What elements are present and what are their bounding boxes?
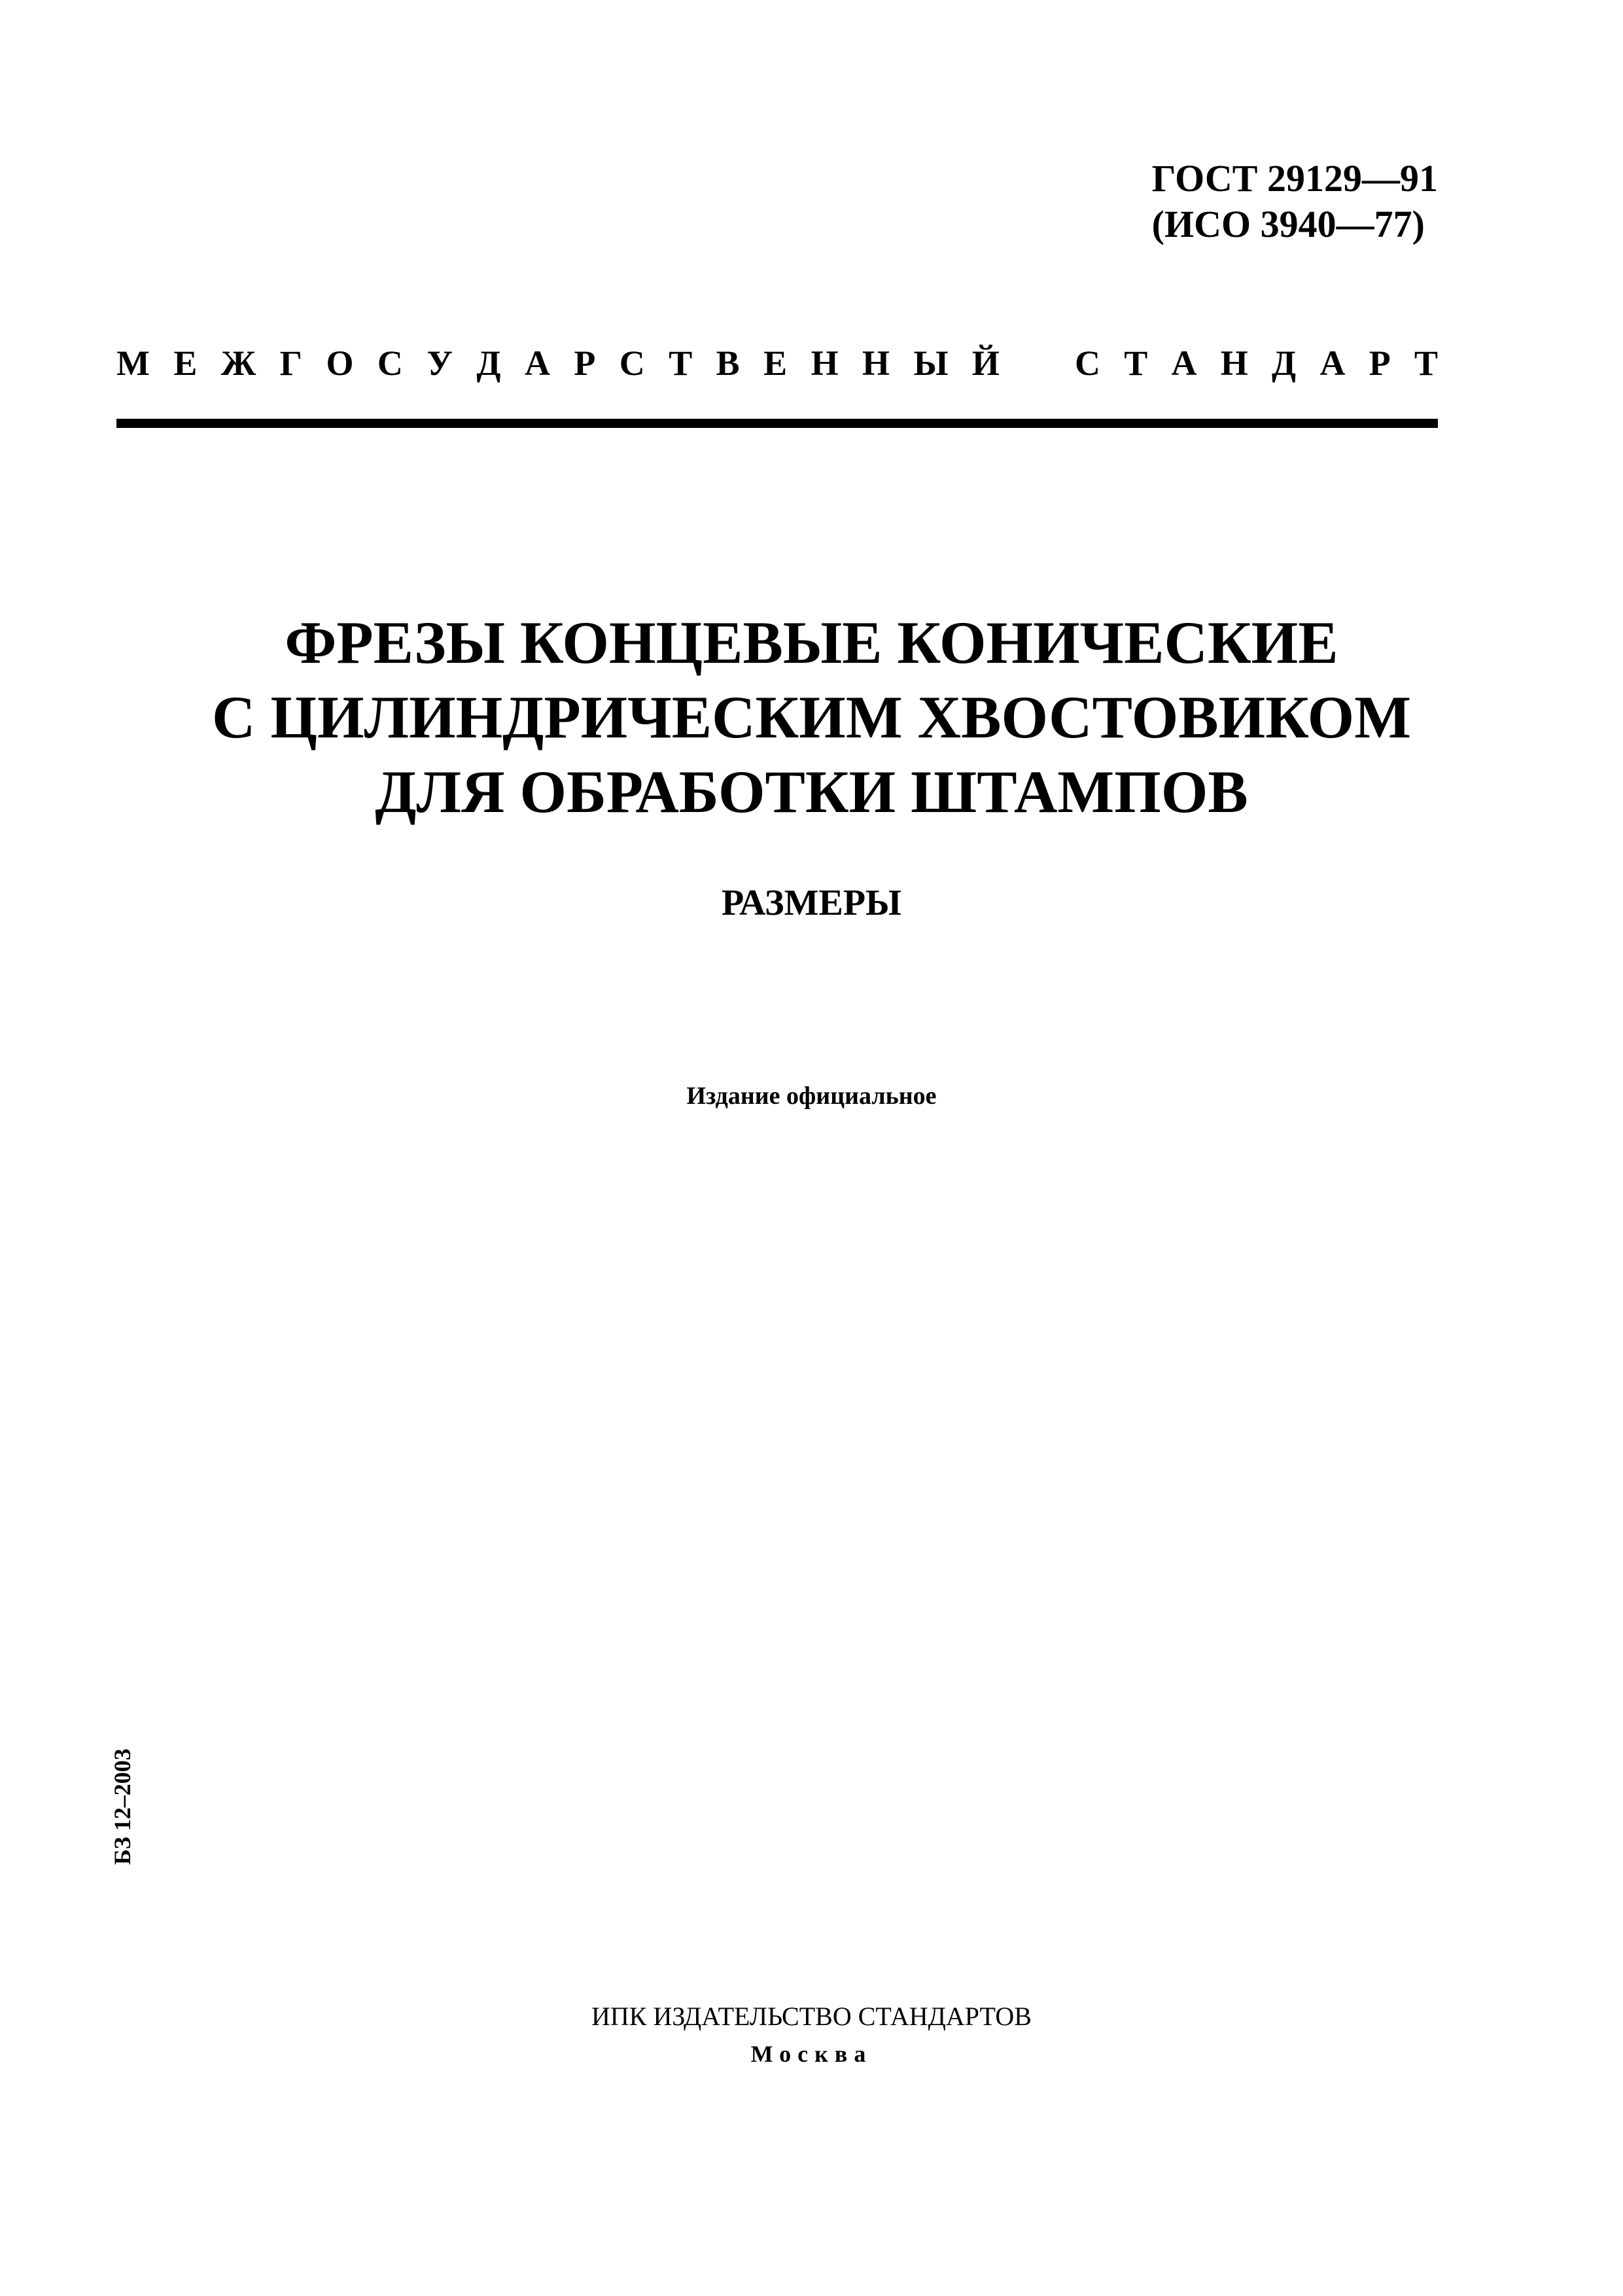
header-letter: М [116,344,150,383]
publisher-name: ИПК ИЗДАТЕЛЬСТВО СТАНДАРТОВ [591,2002,1032,2031]
header-letter: С [619,344,645,383]
header-letter: Р [1369,344,1391,383]
header-letter: Й [971,344,1000,383]
header-letter: Е [763,344,788,383]
header-letter: А [1319,344,1346,383]
header-letter: Р [574,344,596,383]
standard-type-word1 [116,342,1000,385]
header-letter: Д [1272,344,1297,383]
edition-note: Издание официальное [686,1082,937,1110]
title-line-1: ФРЕЗЫ КОНЦЕВЫЕ КОНИЧЕСКИЕ [285,609,1338,676]
document-code [1152,156,1438,247]
header-letter: Н [1220,344,1248,383]
header-letter: В [716,344,740,383]
header-letter: Ж [220,344,256,383]
title-line-3: ДЛЯ ОБРАБОТКИ ШТАМПОВ [375,758,1248,825]
iso-number: (ИСО 3940—77) [1151,203,1425,245]
header-letter: Т [669,344,693,383]
document-subtitle: РАЗМЕРЫ [721,883,902,923]
header-letter: У [427,344,453,383]
standard-type-header [116,342,1438,385]
header-letter: Т [1124,344,1148,383]
side-code: БЗ 12–2003 [109,1748,135,1865]
header-letter: Ы [913,344,949,383]
header-letter: Е [173,344,198,383]
header-letter: С [1075,344,1100,383]
header-letter: Н [811,344,839,383]
header-letter: Т [1414,344,1438,383]
header-letter: С [377,344,403,383]
header-letter: А [1171,344,1197,383]
header-letter: Г [279,344,303,383]
gost-number: ГОСТ 29129—91 [1151,157,1438,200]
document-title [0,605,1623,829]
publisher-city: Москва [750,2041,873,2067]
standard-type-word2 [1075,342,1438,385]
header-divider [116,419,1438,428]
header-letter: Д [476,344,501,383]
header-letter: Н [862,344,890,383]
header-letter: О [326,344,354,383]
title-line-2: С ЦИЛИНДРИЧЕСКИМ ХВОСТОВИКОМ [211,684,1412,751]
header-letter: А [524,344,550,383]
